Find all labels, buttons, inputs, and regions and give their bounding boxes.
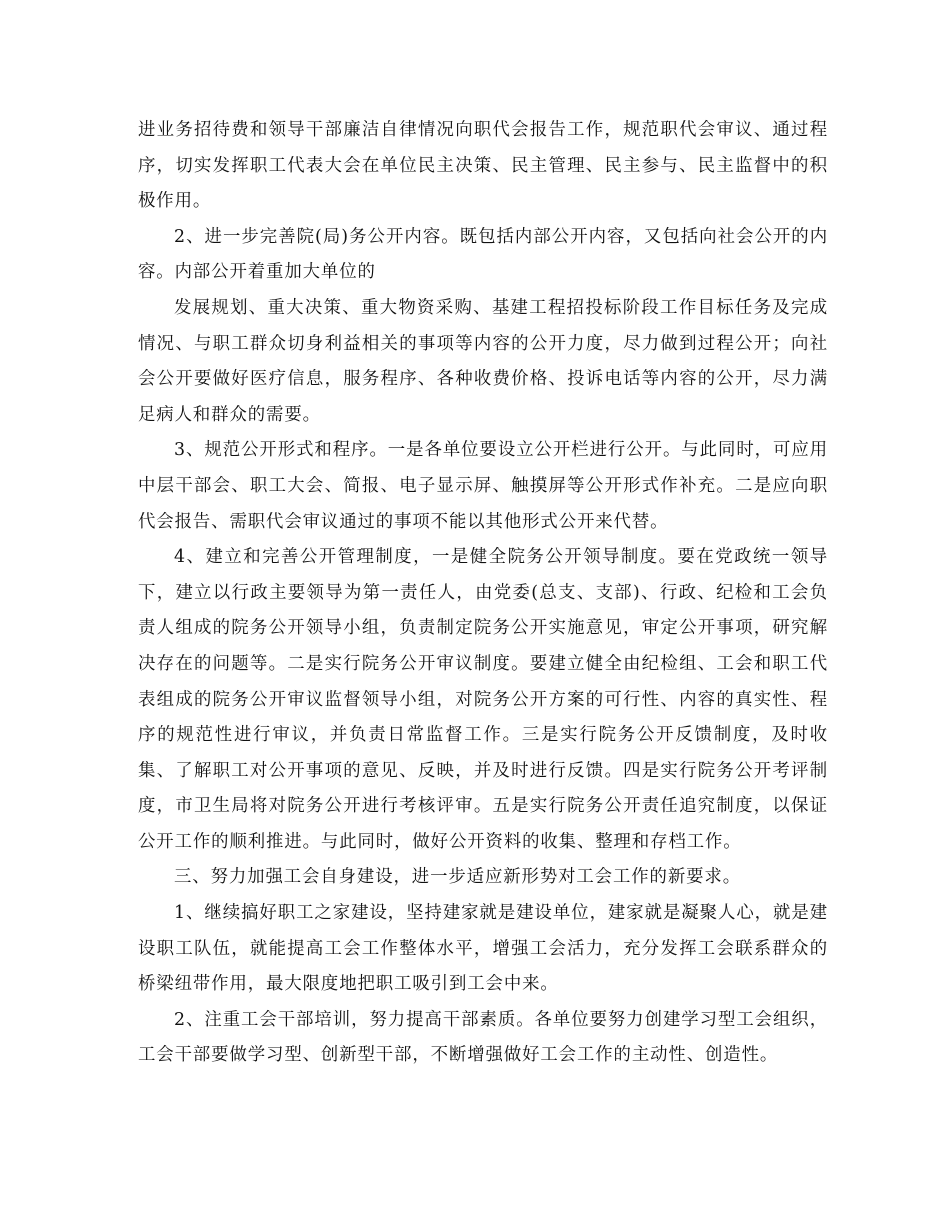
section-heading-3: 三、努力加强工会自身建设，进一步适应新形势对工会工作的新要求。 [174, 867, 742, 888]
paragraph-1: 进业务招待费和领导干部廉洁自律情况向职代会报告工作，规范职代会审议、通过程序，切实发挥职工代表大会在单位民主决策、民主管理、民主参与、民主监督中的积极作用。 [138, 120, 828, 212]
paragraph-2: 2、进一步完善院(局)务公开内容。既包括内部公开内容，又包括向社会公开的内容。内部公开着重加大单位的 [138, 226, 828, 283]
document-body [138, 113, 828, 1074]
paragraph-5: 4、建立和完善公开管理制度，一是健全院务公开领导制度。要在党政统一领导下，建立以行政主要领导为第一责任人，由党委(总支、支部)、行政、纪检和工会负责人组成的院务公开领导小组，负责制定院务公开实施意见，审定公开事项，研究解决存在的问题等。二是实行院务公开审议制度。要建立健全由纪检组、工会和职工代表组成的院务公开审议监督领导小组，对院务公开方案的可行性、内容的真实性、程序的规范性进行审议，并负责日常监督工作。三是实行院务公开反馈制度，及时收集、了解职工对公开事项的意见、反映，并及时进行反馈。四是实行院务公开考评制度，市卫生局将对院务公开进行考核评审。五是实行院务公开责任追究制度，以保证公开工作的顺利推进。与此同时，做好公开资料的收集、整理和存档工作。 [138, 547, 828, 852]
paragraph-7: 1、继续搞好职工之家建设，坚持建家就是建设单位，建家就是凝聚人心，就是建设职工队伍，就能提高工会工作整体水平，增强工会活力，充分发挥工会联系群众的桥梁纽带作用，最大限度地把职工吸引到工会中来。 [138, 903, 828, 995]
paragraph-3: 发展规划、重大决策、重大物资采购、基建工程招投标阶段工作目标任务及完成情况、与职工群众切身利益相关的事项等内容的公开力度，尽力做到过程公开；向社会公开要做好医疗信息，服务程序、各种收费价格、投诉电话等内容的公开，尽力满足病人和群众的需要。 [138, 297, 828, 425]
paragraph-8: 2、注重工会干部培训，努力提高干部素质。各单位要努力创建学习型工会组织，工会干部要做学习型、创新型干部，不断增强做好工会工作的主动性、创造性。 [138, 1009, 828, 1066]
paragraph-4: 3、规范公开形式和程序。一是各单位要设立公开栏进行公开。与此同时，可应用中层干部会、职工大会、简报、电子显示屏、触摸屏等公开形式作补充。二是应向职代会报告、需职代会审议通过的事项不能以其他形式公开来代替。 [138, 440, 828, 532]
